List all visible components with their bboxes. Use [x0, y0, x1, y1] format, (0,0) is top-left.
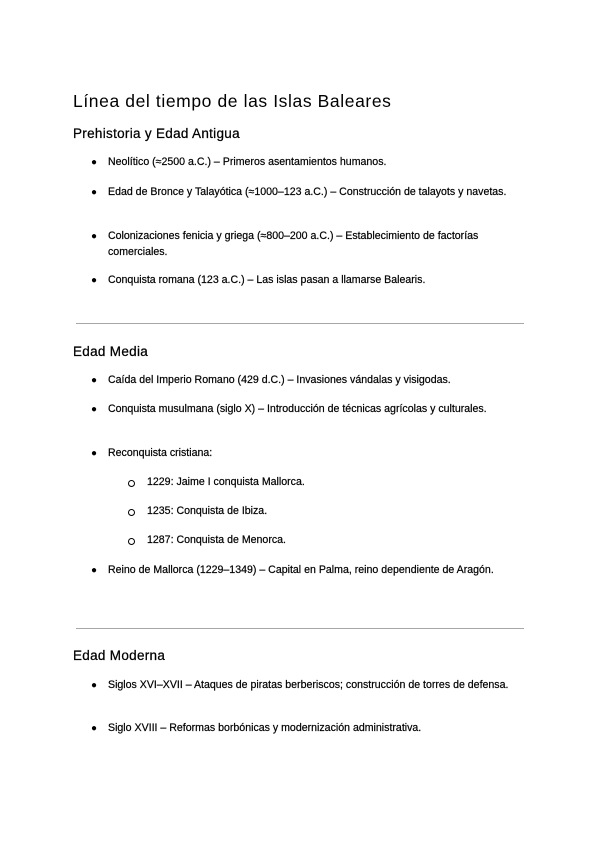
sub-list-item: 1229: Jaime I conquista Mallorca. [147, 476, 305, 488]
bullet-icon: ● [91, 231, 98, 242]
bullet-icon: ● [91, 723, 98, 734]
section-heading-edad-moderna: Edad Moderna [73, 648, 166, 663]
sub-list-item: 1287: Conquista de Menorca. [147, 534, 286, 546]
list-item: Colonizaciones fenicia y griega (≈800–200 a.C.) – Establecimiento de factorías comerciales. [108, 230, 479, 258]
bullet-icon: ● [91, 187, 98, 198]
bullet-icon: ● [91, 404, 98, 415]
list-item: Edad de Bronce y Talayótica (≈1000–123 a.C.) – Construcción de talayots y navetas. [108, 186, 507, 198]
list-item: Siglo XVIII – Reformas borbónicas y modernización administrativa. [108, 722, 422, 734]
section-divider [76, 323, 524, 324]
section-heading-prehistoria: Prehistoria y Edad Antigua [73, 126, 240, 141]
list-item: Reino de Mallorca (1229–1349) – Capital en Palma, reino dependiente de Aragón. [108, 564, 494, 576]
list-item: Siglos XVI–XVII – Ataques de piratas berberiscos; construcción de torres de defensa. [108, 679, 509, 691]
section-heading-edad-media: Edad Media [73, 344, 149, 359]
bullet-icon: ● [91, 565, 98, 576]
bullet-icon: ● [91, 375, 98, 386]
circle-bullet-icon [128, 509, 135, 516]
circle-bullet-icon [128, 480, 135, 487]
list-item: Neolítico (≈2500 a.C.) – Primeros asentamientos humanos. [108, 156, 387, 168]
bullet-icon: ● [91, 448, 98, 459]
bullet-icon: ● [91, 157, 98, 168]
sub-list-item: 1235: Conquista de Ibiza. [147, 505, 268, 517]
list-item: Reconquista cristiana: [108, 447, 213, 459]
list-item: Conquista musulmana (siglo X) – Introducción de técnicas agrícolas y culturales. [108, 403, 487, 415]
document-title: Línea del tiempo de las Islas Baleares [73, 91, 392, 111]
section-divider [76, 628, 524, 629]
list-item: Caída del Imperio Romano (429 d.C.) – Invasiones vándalas y visigodas. [108, 374, 451, 386]
circle-bullet-icon [128, 538, 135, 545]
bullet-icon: ● [91, 275, 98, 286]
bullet-icon: ● [91, 680, 98, 691]
list-item: Conquista romana (123 a.C.) – Las islas pasan a llamarse Balearis. [108, 274, 426, 286]
